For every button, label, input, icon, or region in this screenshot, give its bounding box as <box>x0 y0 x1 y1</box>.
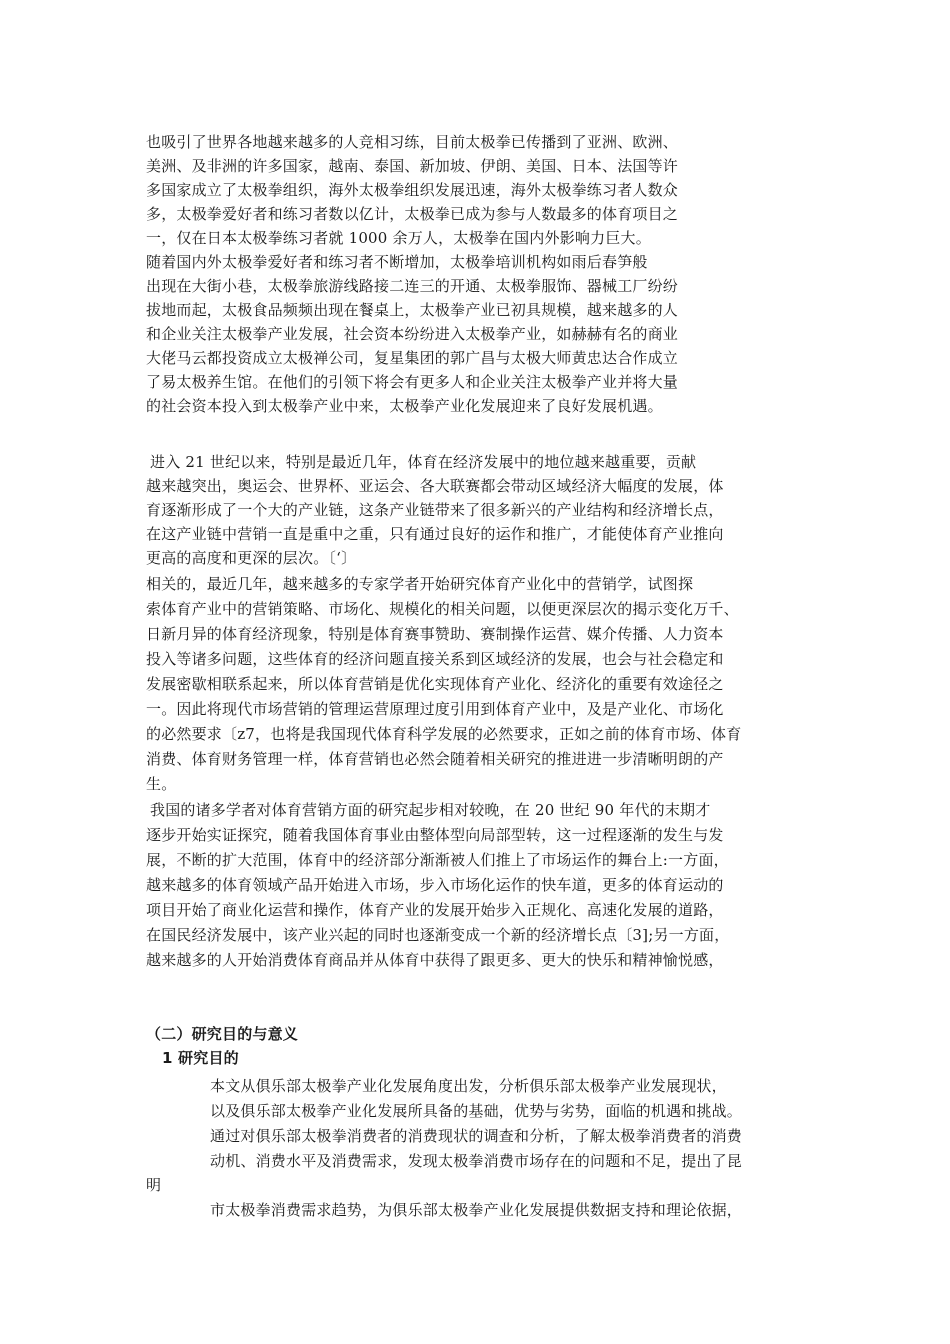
text-line: 生。 <box>146 775 177 793</box>
text-line: 更高的高度和更深的层次。〔‘〕 <box>146 549 357 567</box>
text-line: 本文从俱乐部太极拳产业化发展角度出发，分析俱乐部太极拳产业发展现状， <box>210 1077 727 1095</box>
text-line: 也吸引了世界各地越来越多的人竞相习练，目前太极拳已传播到了亚洲、欧洲、 <box>146 133 679 151</box>
text-line: 越来越多的人开始消费体育商品并从体育中获得了跟更多、更大的快乐和精神愉悦感， <box>146 951 724 969</box>
text-line: 的必然要求〔z7，也将是我国现代体育科学发展的必然要求，正如之前的体育市场、体育 <box>146 725 742 743</box>
text-line: 以及俱乐部太极拳产业化发展所具备的基础，优势与劣势，面临的机遇和挑战。 <box>210 1102 743 1120</box>
text-line: 美洲、及非洲的许多国家，越南、泰国、新加坡、伊朗、美国、日本、法国等许 <box>146 157 679 175</box>
text-line: 越来越多的体育领域产品开始进入市场，步入市场化运作的快车道，更多的体育运动的 <box>146 876 724 894</box>
text-line: 逐步开始实证探究，随着我国体育事业由整体型向局部型转，这一过程逐渐的发生与发 <box>146 826 724 844</box>
text-line: 一。因此将现代市场营销的管理运营原理过度引用到体育产业中，及是产业化、市场化 <box>146 700 724 718</box>
text-line: 我国的诸多学者对体育营销方面的研究起步相对较晚，在 20 世纪 90 年代的末期才 <box>150 801 711 819</box>
text-line: 日新月异的体育经济现象，特别是体育赛事赞助、赛制操作运营、媒介传播、人力资本 <box>146 625 724 643</box>
text-line: 随着国内外太极拳爱好者和练习者不断增加，太极拳培训机构如雨后春笋般 <box>146 253 648 271</box>
text-line: 出现在大街小巷，太极拳旅游线路接二连三的开通、太极拳服饰、器械工厂纷纷 <box>146 277 679 295</box>
text-line: 市太极拳消费需求趋势，为俱乐部太极拳产业化发展提供数据支持和理论依据， <box>210 1201 743 1219</box>
section-heading: （二）研究目的与意义 <box>146 1025 299 1043</box>
text-line: 项目开始了商业化运营和操作，体育产业的发展开始步入正规化、高速化发展的道路， <box>146 901 724 919</box>
text-line: 相关的，最近几年，越来越多的专家学者开始研究体育产业化中的营销学，试图探 <box>146 575 694 593</box>
text-line: 投入等诸多问题，这些体育的经济问题直接关系到区域经济的发展，也会与社会稳定和 <box>146 650 724 668</box>
text-line: 大佬马云都投资成立太极禅公司，复星集团的郭广昌与太极大师黄忠达合作成立 <box>146 349 679 367</box>
text-line: 索体育产业中的营销策略、市场化、规模化的相关问题，以便更深层次的揭示变化万千、 <box>146 600 739 618</box>
text-line: 拔地而起，太极食品频频出现在餐桌上，太极拳产业已初具规模，越来越多的人 <box>146 301 679 319</box>
text-line: 多国家成立了太极拳组织，海外太极拳组织发展迅速，海外太极拳练习者人数众 <box>146 181 679 199</box>
text-line: 发展密歇相联系起来，所以体育营销是优化实现体育产业化、经济化的重要有效途径之 <box>146 675 724 693</box>
text-line: 了易太极养生馆。在他们的引领下将会有更多人和企业关注太极拳产业并将大量 <box>146 373 679 391</box>
text-line: 进入 21 世纪以来，特别是最近几年，体育在经济发展中的地位越来越重要，贡献 <box>150 453 697 471</box>
text-line: 多，太极拳爱好者和练习者数以亿计，太极拳已成为参与人数最多的体育项目之 <box>146 205 679 223</box>
text-line: 动机、消费水平及消费需求，发现太极拳消费市场存在的问题和不足，提出了昆 <box>210 1152 743 1170</box>
text-line: 展，不断的扩大范围，体育中的经济部分渐渐被人们推上了市场运作的舞台上:一方面， <box>146 851 729 869</box>
text-line: 通过对俱乐部太极拳消费者的消费现状的调查和分析，了解太极拳消费者的消费 <box>210 1127 743 1145</box>
text-line: 在国民经济发展中，该产业兴起的同时也逐渐变成一个新的经济增长点〔3];另一方面， <box>146 926 730 944</box>
text-line: 的社会资本投入到太极拳产业中来，太极拳产业化发展迎来了良好发展机遇。 <box>146 397 663 415</box>
text-line: 越来越突出，奥运会、世界杯、亚运会、各大联赛都会带动区域经济大幅度的发展，体 <box>146 477 724 495</box>
text-line: 育逐渐形成了一个大的产业链，这条产业链带来了很多新兴的产业结构和经济增长点， <box>146 501 724 519</box>
text-line: 在这产业链中营销一直是重中之重，只有通过良好的运作和推广，才能使体育产业推向 <box>146 525 724 543</box>
text-line: 消费、体育财务管理一样，体育营销也必然会随着相关研究的推进进一步清晰明朗的产 <box>146 750 724 768</box>
text-line: 和企业关注太极拳产业发展，社会资本纷纷进入太极拳产业，如赫赫有名的商业 <box>146 325 679 343</box>
subsection-heading: 1 研究目的 <box>162 1049 239 1067</box>
text-line: 一，仅在日本太极拳练习者就 1000 余万人，太极拳在国内外影响力巨大。 <box>146 229 651 247</box>
text-line: 明 <box>146 1176 162 1194</box>
